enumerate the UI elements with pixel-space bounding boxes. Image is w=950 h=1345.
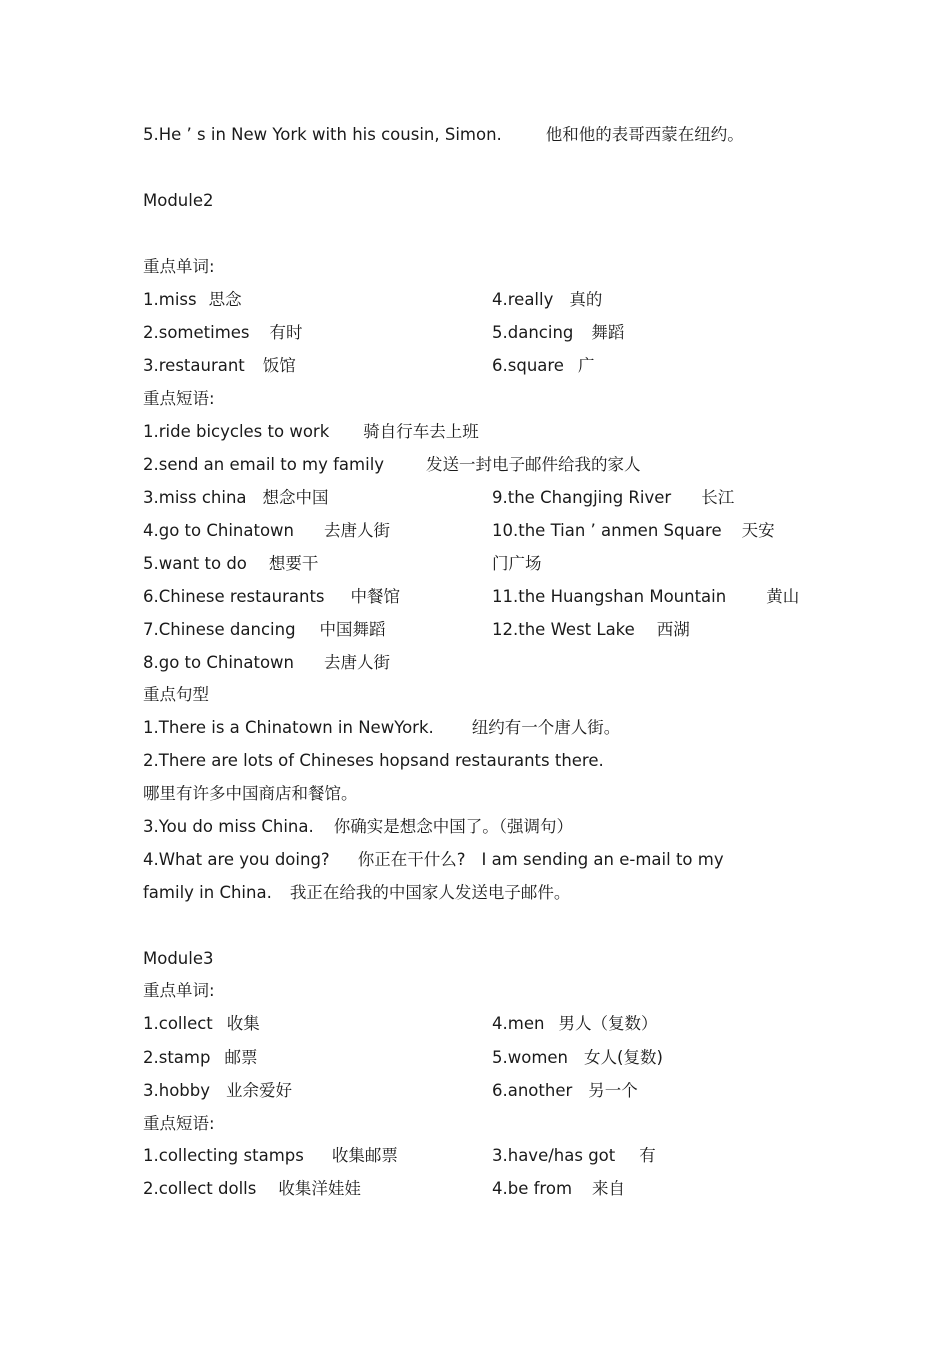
word-item: 2.stamp 邮票 (143, 1048, 258, 1067)
phrase-item: 4.be from 来自 (492, 1179, 626, 1198)
phrase-item: 12.the West Lake 西湖 (492, 620, 690, 639)
phrase-item: 8.go to Chinatown 去唐人街 (143, 653, 391, 672)
word-item: 5.dancing 舞蹈 (492, 323, 625, 342)
intro-zh: 他和他的表哥西蒙在纽约。 (545, 125, 744, 144)
phrase-item: 3.miss china 想念中国 (143, 488, 329, 507)
sentence-item: 1.There is a Chinatown in NewYork. 纽约有一个唐人街。 (143, 718, 621, 737)
sentence-item: 3.You do miss China. 你确实是想念中国了。（强调句） (143, 817, 573, 836)
word-item: 3.hobby 业余爱好 (143, 1081, 293, 1100)
phrase-item: 4.go to Chinatown 去唐人街 (143, 521, 391, 540)
word-item: 1.collect 收集 (143, 1014, 260, 1033)
word-item: 6.another 另一个 (492, 1081, 638, 1100)
phrase-item: 3.have/has got 有 (492, 1146, 656, 1165)
phrase-item: 11.the Huangshan Mountain 黄山 (492, 587, 800, 606)
phrase-item-continuation: 门广场 (492, 554, 542, 573)
module2-words-heading: 重点单词: (143, 257, 215, 276)
word-item: 4.really 真的 (492, 290, 603, 309)
phrase-item: 6.Chinese restaurants 中餐馆 (143, 587, 401, 606)
word-item: 4.men 男人（复数） (492, 1014, 658, 1033)
phrase-item: 1.ride bicycles to work 骑自行车去上班 (143, 422, 479, 441)
phrase-item: 10.the Tian ’ anmen Square 天安 (492, 521, 775, 540)
module2-title: Module2 (143, 191, 214, 210)
intro-line (143, 125, 744, 145)
phrase-item: 9.the Changjing River 长江 (492, 488, 735, 507)
sentence-item: 2.There are lots of Chineses hopsand restaurants there. (143, 751, 604, 770)
phrase-item: 2.collect dolls 收集洋娃娃 (143, 1179, 361, 1198)
module2-phrases-heading: 重点短语: (143, 389, 215, 408)
phrase-item: 7.Chinese dancing 中国舞蹈 (143, 620, 386, 639)
sentence-item: 4.What are you doing? 你正在干什么? I am sending an e-mail to my (143, 850, 724, 869)
word-item: 2.sometimes 有时 (143, 323, 303, 342)
sentence-item-translation: 哪里有许多中国商店和餐馆。 (143, 784, 358, 803)
phrase-item: 2.send an email to my family 发送一封电子邮件给我的家人 (143, 455, 641, 474)
word-item: 5.women 女人(复数) (492, 1048, 663, 1067)
phrase-item: 5.want to do 想要干 (143, 554, 319, 573)
word-item: 3.restaurant 饭馆 (143, 356, 296, 375)
module3-words-heading: 重点单词: (143, 981, 215, 1000)
module2-sentences-heading: 重点句型 (143, 685, 209, 704)
phrase-item: 1.collecting stamps 收集邮票 (143, 1146, 398, 1165)
word-item: 6.square 广 (492, 356, 595, 375)
intro-en: 5.He ’ s in New York with his cousin, Simon. (143, 125, 502, 144)
sentence-item: family in China. 我正在给我的中国家人发送电子邮件。 (143, 883, 571, 902)
module3-title: Module3 (143, 949, 214, 968)
word-item: 1.miss 思念 (143, 290, 242, 309)
module3-phrases-heading: 重点短语: (143, 1114, 215, 1133)
